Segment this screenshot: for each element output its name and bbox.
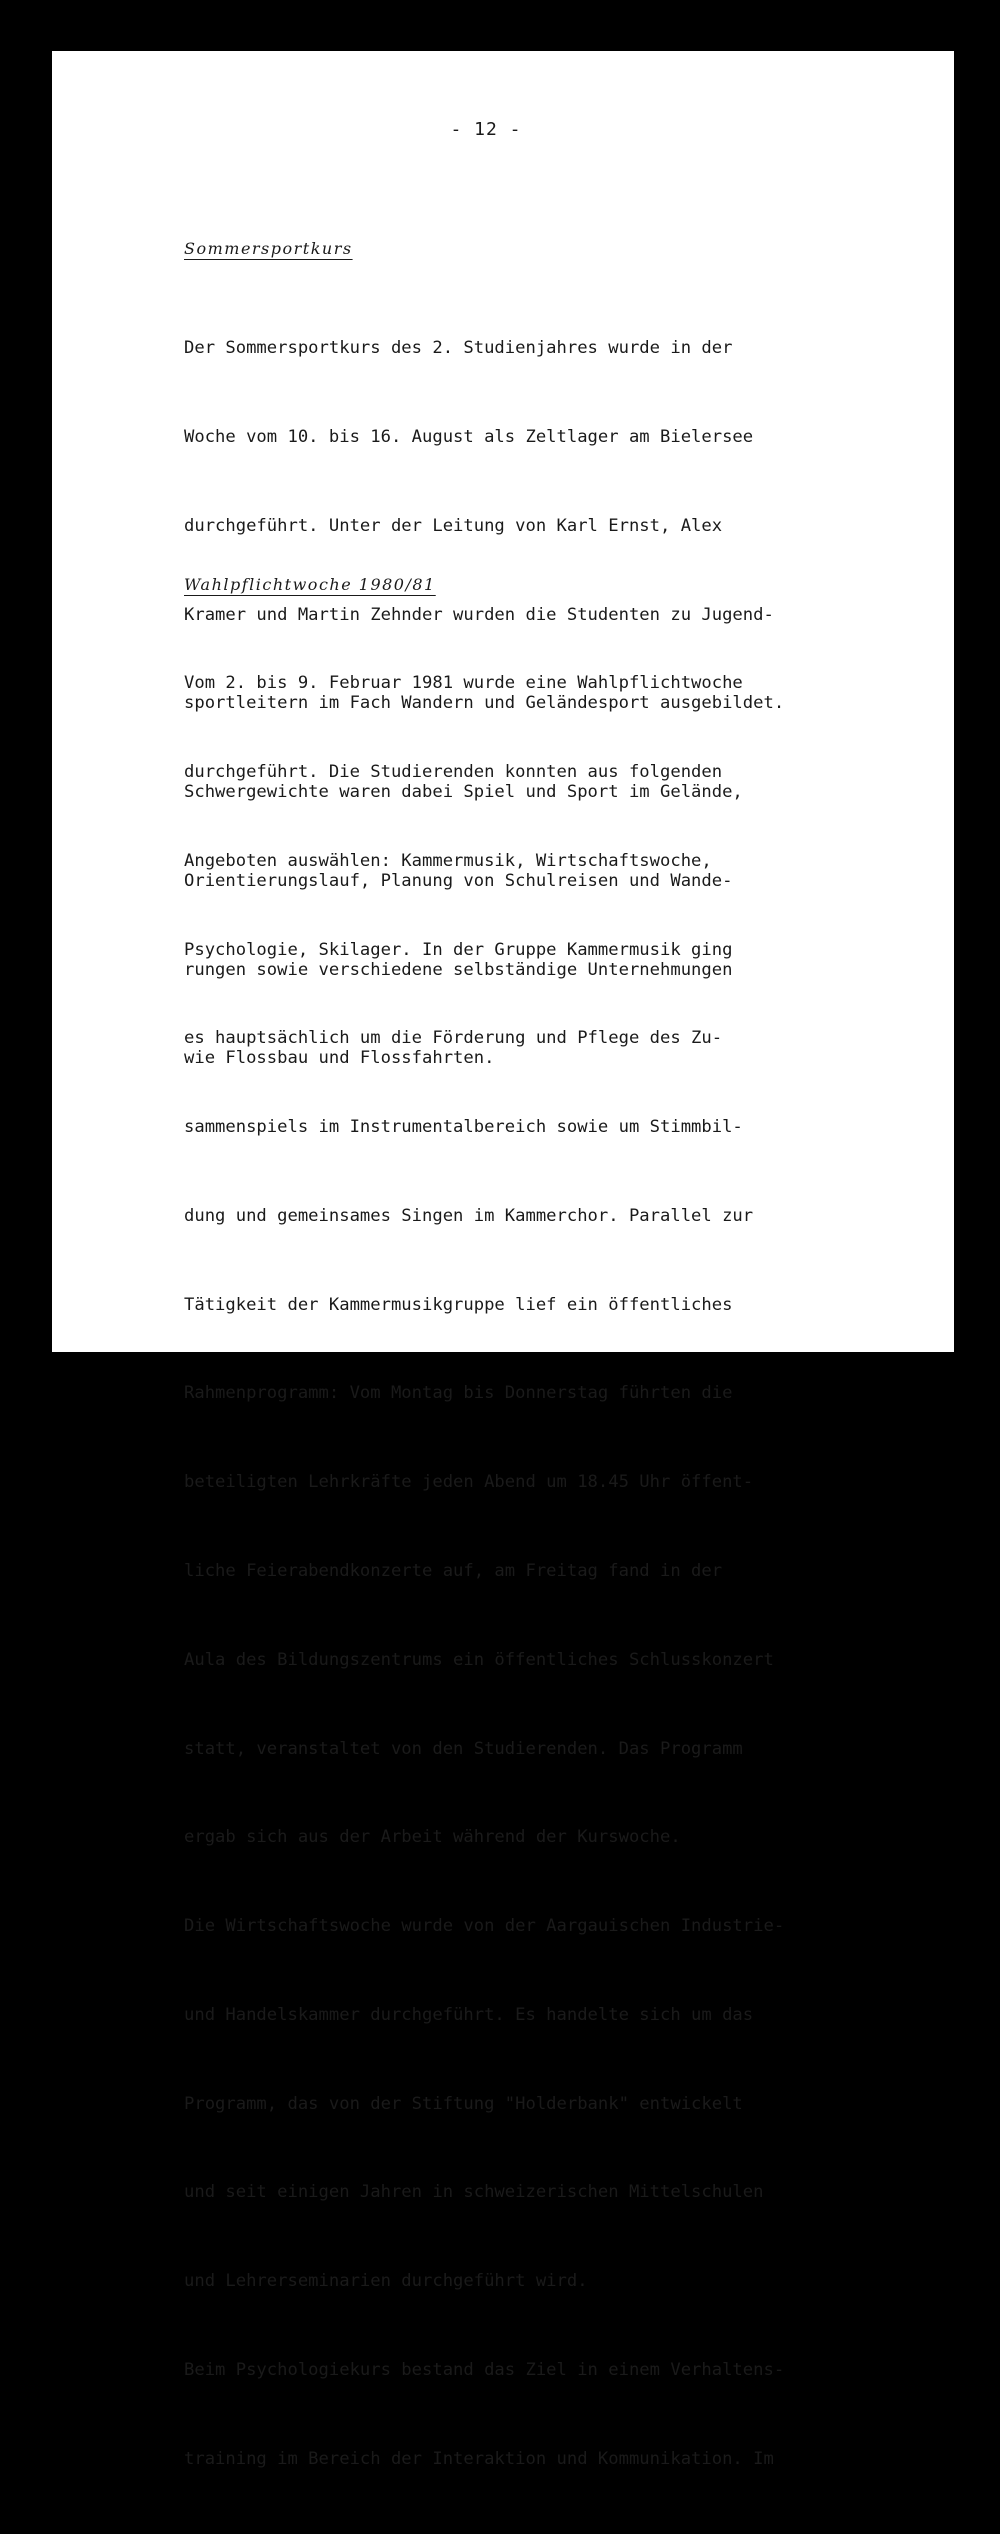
text-line: Tätigkeit der Kammermusikgruppe lief ein öffentliches (184, 1294, 733, 1315)
text-line: und Lehrerseminarien durchgeführt wird. (184, 2271, 588, 2292)
text-line: es hauptsächlich um die Förderung und Pflege des Zu- (184, 1028, 723, 1049)
text-line: durchgeführt. Unter der Leitung von Karl Ernst, Alex (184, 515, 723, 536)
text-line: Rahmenprogramm: Vom Montag bis Donnerstag führten die (184, 1383, 733, 1404)
text-line: sportleitern im Fach Wandern und Geländesport ausgebildet. (184, 693, 785, 714)
text-line: Beim Psychologiekurs bestand das Ziel in einem Verhaltens- (184, 2360, 785, 2381)
text-line: dung und gemeinsames Singen im Kammerchor. Parallel zur (184, 1205, 754, 1226)
text-line: Vom 2. bis 9. Februar 1981 wurde eine Wahlpflichtwoche (184, 673, 743, 694)
text-line: rungen sowie verschiedene selbständige Unternehmungen (184, 959, 733, 980)
document-page (52, 51, 954, 2469)
text-line: Programm, das von der Stiftung "Holderbank" entwickelt (184, 2093, 743, 2114)
text-line: wie Flossbau und Flossfahrten. (184, 1048, 495, 1069)
section-heading-sommersportkurs: Sommersportkurs (184, 239, 353, 258)
section-body-wahlpflichtwoche (184, 610, 784, 2534)
text-line: durchgeführt. Die Studierenden konnten aus folgenden (184, 761, 723, 782)
section-heading-wahlpflichtwoche: Wahlpflichtwoche 1980/81 (184, 575, 436, 594)
page-number: - 12 - (450, 119, 522, 140)
text-line: training im Bereich der Interaktion und Kommunikation. Im (184, 2448, 774, 2469)
text-line: beteiligten Lehrkräfte jeden Abend um 18.45 Uhr öffent- (184, 1472, 754, 1493)
text-line: Psychologie, Skilager. In der Gruppe Kammermusik ging (184, 939, 733, 960)
text-line: Die Wirtschaftswoche wurde von der Aargauischen Industrie- (184, 1916, 785, 1937)
text-line: ergab sich aus der Arbeit während der Kurswoche. (184, 1827, 681, 1848)
text-line: Kramer und Martin Zehnder wurden die Studenten zu Jugend- (184, 604, 774, 625)
text-line: liche Feierabendkonzerte auf, am Freitag fand in der (184, 1561, 723, 1581)
text-line: statt, veranstaltet von den Studierenden. Das Programm (184, 1738, 743, 1759)
text-line: und Handelskammer durchgeführt. Es handelte sich um das (184, 2004, 754, 2025)
text-line: Schwergewichte waren dabei Spiel und Sport im Gelände, (184, 782, 743, 803)
text-line: sammenspiels im Instrumentalbereich sowie um Stimmbil- (184, 1117, 743, 1138)
text-line: Der Sommersportkurs des 2. Studienjahres wurde in der (184, 338, 733, 359)
text-line: Aula des Bildungszentrums ein öffentliches Schlusskonzert (184, 1649, 774, 1670)
text-line: Angeboten auswählen: Kammermusik, Wirtschaftswoche, (184, 850, 712, 871)
text-line: und seit einigen Jahren in schweizerischen Mittelschulen (184, 2182, 764, 2203)
text-line: Orientierungslauf, Planung von Schulreisen und Wande- (184, 870, 733, 891)
text-line: Woche vom 10. bis 16. August als Zeltlager am Bielersee (184, 426, 754, 447)
